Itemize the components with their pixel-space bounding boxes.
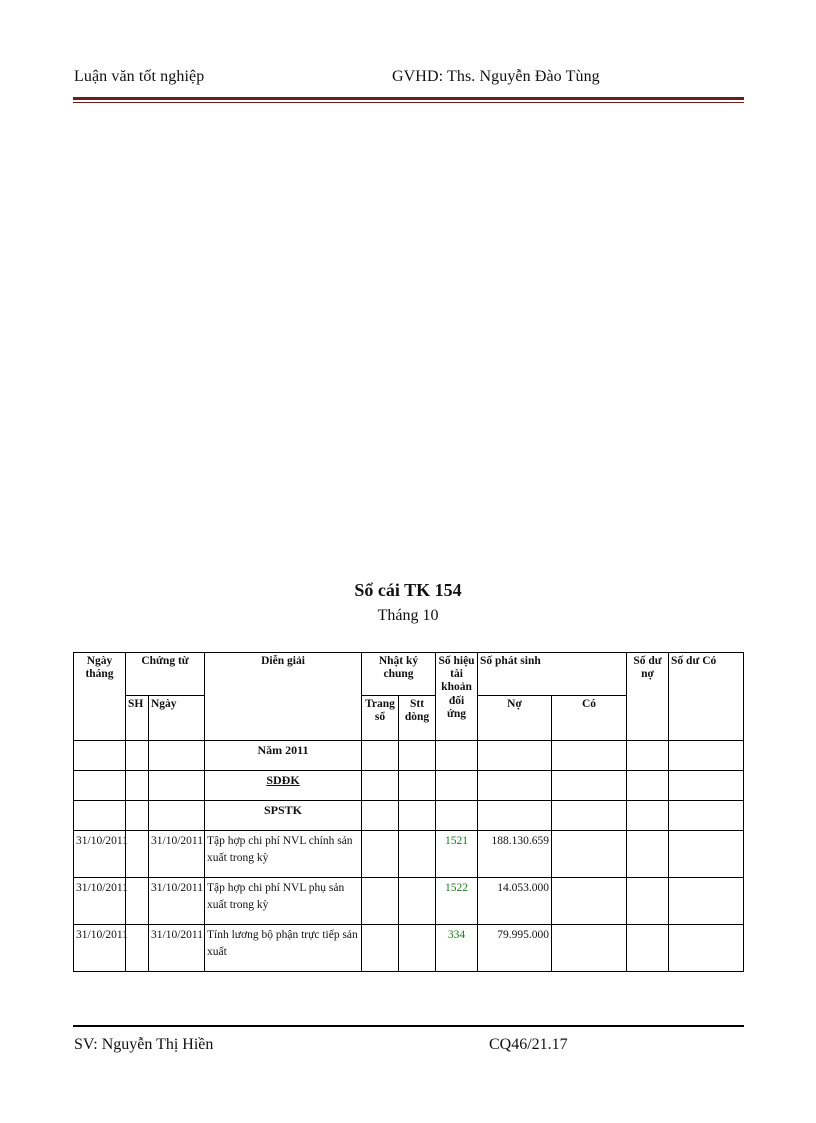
table-header-row xyxy=(74,653,744,696)
row-date: 31/10/2011 xyxy=(74,878,126,925)
row-description: Tập hợp chi phí NVL chính sản xuất trong kỳ xyxy=(205,831,362,878)
col-so-hieu-tk: Số hiệu tài khoản đối ứng xyxy=(436,653,478,741)
col-ngay: Ngày xyxy=(149,696,205,741)
row-description: Tập hợp chi phí NVL phụ sản xuất trong kỳ xyxy=(205,878,362,925)
footer-rule xyxy=(73,1025,744,1027)
row-sh xyxy=(126,831,149,878)
row-account: 1522 xyxy=(436,878,478,925)
header-rule-thick xyxy=(73,97,744,100)
footer-left-text: SV: Nguyễn Thị Hiền xyxy=(74,1036,214,1053)
row-debit: 188.130.659 xyxy=(478,831,552,878)
col-sh: SH xyxy=(126,696,149,741)
row-doc-date: 31/10/2011 xyxy=(149,878,205,925)
table-row xyxy=(74,831,744,878)
row-date: 31/10/2011 xyxy=(74,925,126,972)
col-so-du-co: Số dư Có xyxy=(669,653,744,741)
col-no: Nợ xyxy=(478,696,552,741)
row-credit xyxy=(552,878,627,925)
section-row-nam xyxy=(74,741,744,771)
ledger-table xyxy=(73,652,744,972)
col-nhat-ky-chung: Nhật ký chung xyxy=(362,653,436,696)
header-left-text: Luận văn tốt nghiệp xyxy=(74,68,205,85)
table-row xyxy=(74,925,744,972)
section-label-spstk: SPSTK xyxy=(205,801,362,831)
section-label-nam: Năm 2011 xyxy=(205,741,362,771)
col-so-phat-sinh: Số phát sinh xyxy=(478,653,627,696)
row-doc-date: 31/10/2011 xyxy=(149,925,205,972)
row-debit: 79.995.000 xyxy=(478,925,552,972)
ledger-subtitle: Tháng 10 xyxy=(377,607,439,624)
col-co: Có xyxy=(552,696,627,741)
header-rule-thin xyxy=(73,102,744,103)
row-date: 31/10/2011 xyxy=(74,831,126,878)
row-credit xyxy=(552,831,627,878)
section-row-sddk xyxy=(74,771,744,801)
table-row xyxy=(74,878,744,925)
ledger-title: Sổ cái TK 154 xyxy=(354,580,462,600)
col-so-du-no: Số dư nợ xyxy=(627,653,669,741)
footer-right-text: CQ46/21.17 xyxy=(489,1036,568,1053)
row-account: 1521 xyxy=(436,831,478,878)
header-right-text: GVHD: Ths. Nguyễn Đào Tùng xyxy=(392,68,600,85)
row-doc-date: 31/10/2011 xyxy=(149,831,205,878)
row-credit xyxy=(552,925,627,972)
col-stt-dong: Stt dòng xyxy=(399,696,436,741)
row-sh xyxy=(126,925,149,972)
col-dien-giai: Diễn giải xyxy=(205,653,362,741)
col-trang-so: Trang sổ xyxy=(362,696,399,741)
col-ngay-thang: Ngày tháng xyxy=(74,653,126,741)
row-debit: 14.053.000 xyxy=(478,878,552,925)
section-label-sddk: SDĐK xyxy=(205,771,362,801)
col-chung-tu: Chứng từ xyxy=(126,653,205,696)
row-description: Tính lương bộ phận trực tiếp sản xuất xyxy=(205,925,362,972)
section-row-spstk xyxy=(74,801,744,831)
row-sh xyxy=(126,878,149,925)
row-account: 334 xyxy=(436,925,478,972)
